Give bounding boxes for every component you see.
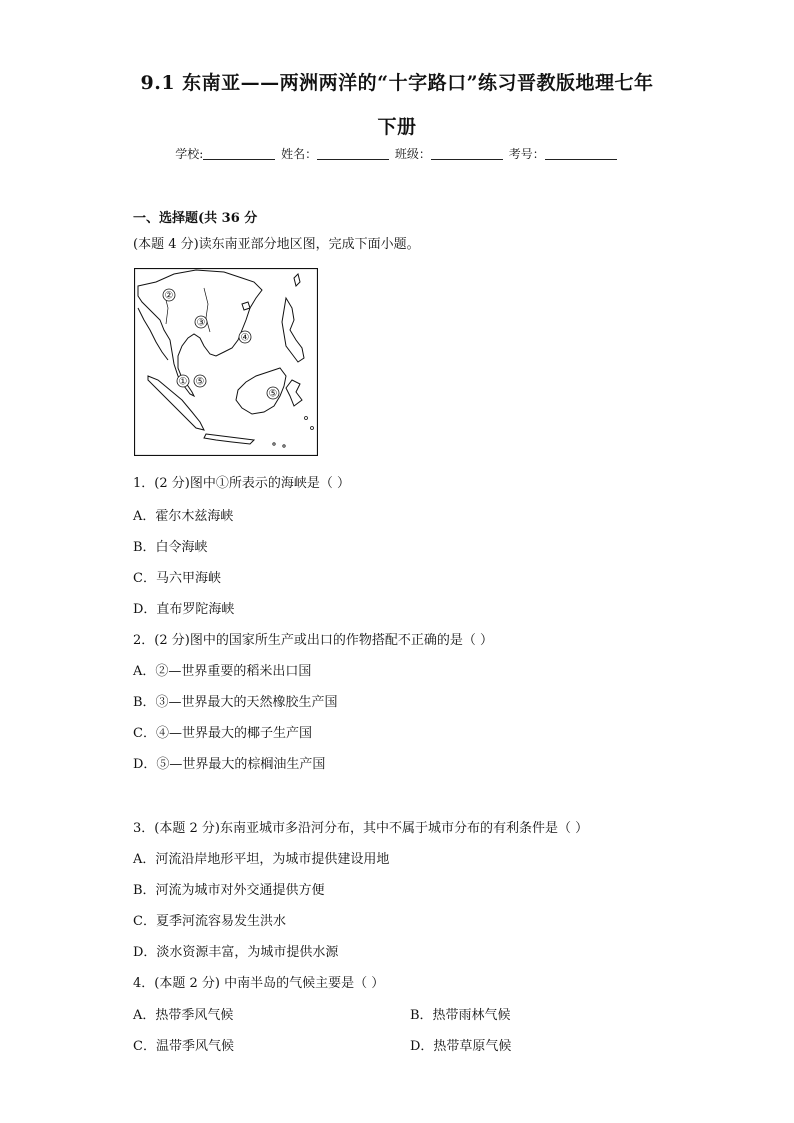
q3-option-d[interactable]: D．淡水资源丰富，为城市提供水源 <box>133 945 339 960</box>
q1-option-d[interactable]: D．直布罗陀海峡 <box>133 602 235 617</box>
q3-option-c[interactable]: C．夏季河流容易发生洪水 <box>133 914 286 929</box>
student-info-row <box>0 145 794 162</box>
exam-number-label: 考号： <box>508 147 545 161</box>
exam-number-blank[interactable] <box>545 147 617 160</box>
q2-option-b[interactable]: B．③—世界最大的天然橡胶生产国 <box>133 695 338 710</box>
q3-option-b[interactable]: B．河流为城市对外交通提供方便 <box>133 883 325 898</box>
map-label-4: ④ <box>240 332 250 344</box>
q4-option-b[interactable]: B．热带雨林气候 <box>410 1008 511 1023</box>
question-2-stem: 2．(2 分)图中的国家所生产或出口的作物搭配不正确的是（ ） <box>133 633 493 648</box>
class-blank[interactable] <box>431 147 503 160</box>
map-label-3: ③ <box>196 317 206 329</box>
map-label-2: ② <box>164 290 174 302</box>
section-intro: (本题 4 分)读东南亚部分地区图，完成下面小题。 <box>133 237 420 252</box>
q1-option-a[interactable]: A．霍尔木兹海峡 <box>133 509 234 524</box>
question-1-stem: 1．(2 分)图中①所表示的海峡是（ ） <box>133 476 350 491</box>
q2-option-c[interactable]: C．④—世界最大的椰子生产国 <box>133 726 312 741</box>
page-title-line1: 9.1 东南亚——两洲两洋的“十字路口”练习晋教版地理七年 <box>140 72 654 94</box>
q4-option-c[interactable]: C．温带季风气候 <box>133 1039 234 1054</box>
school-label: 学校: <box>175 147 204 161</box>
map-label-5-malaysia-west: ⑤ <box>195 376 205 388</box>
q3-option-a[interactable]: A．河流沿岸地形平坦，为城市提供建设用地 <box>133 852 390 867</box>
name-blank[interactable] <box>317 147 389 160</box>
name-label: 姓名： <box>281 147 318 161</box>
q1-option-b[interactable]: B．白令海峡 <box>133 540 208 555</box>
page-title-line2: 下册 <box>377 116 417 138</box>
q1-option-c[interactable]: C．马六甲海峡 <box>133 571 221 586</box>
southeast-asia-map <box>134 268 318 456</box>
map-label-5-malaysia-east: ⑤ <box>268 388 278 400</box>
school-blank[interactable] <box>203 147 275 160</box>
q2-option-d[interactable]: D．⑤—世界最大的棕榈油生产国 <box>133 757 326 772</box>
map-label-1: ① <box>178 376 188 388</box>
question-4-stem: 4．(本题 2 分) 中南半岛的气候主要是（ ） <box>133 976 385 991</box>
question-3-stem: 3．(本题 2 分)东南亚城市多沿河分布，其中不属于城市分布的有利条件是（ ） <box>133 821 589 836</box>
q2-option-a[interactable]: A．②—世界重要的稻米出口国 <box>133 664 312 679</box>
section-heading: 一、选择题(共 36 分 <box>133 211 258 226</box>
q4-option-d[interactable]: D．热带草原气候 <box>410 1039 512 1054</box>
q4-option-a[interactable]: A．热带季风气候 <box>133 1008 234 1023</box>
class-label: 班级： <box>394 147 431 161</box>
